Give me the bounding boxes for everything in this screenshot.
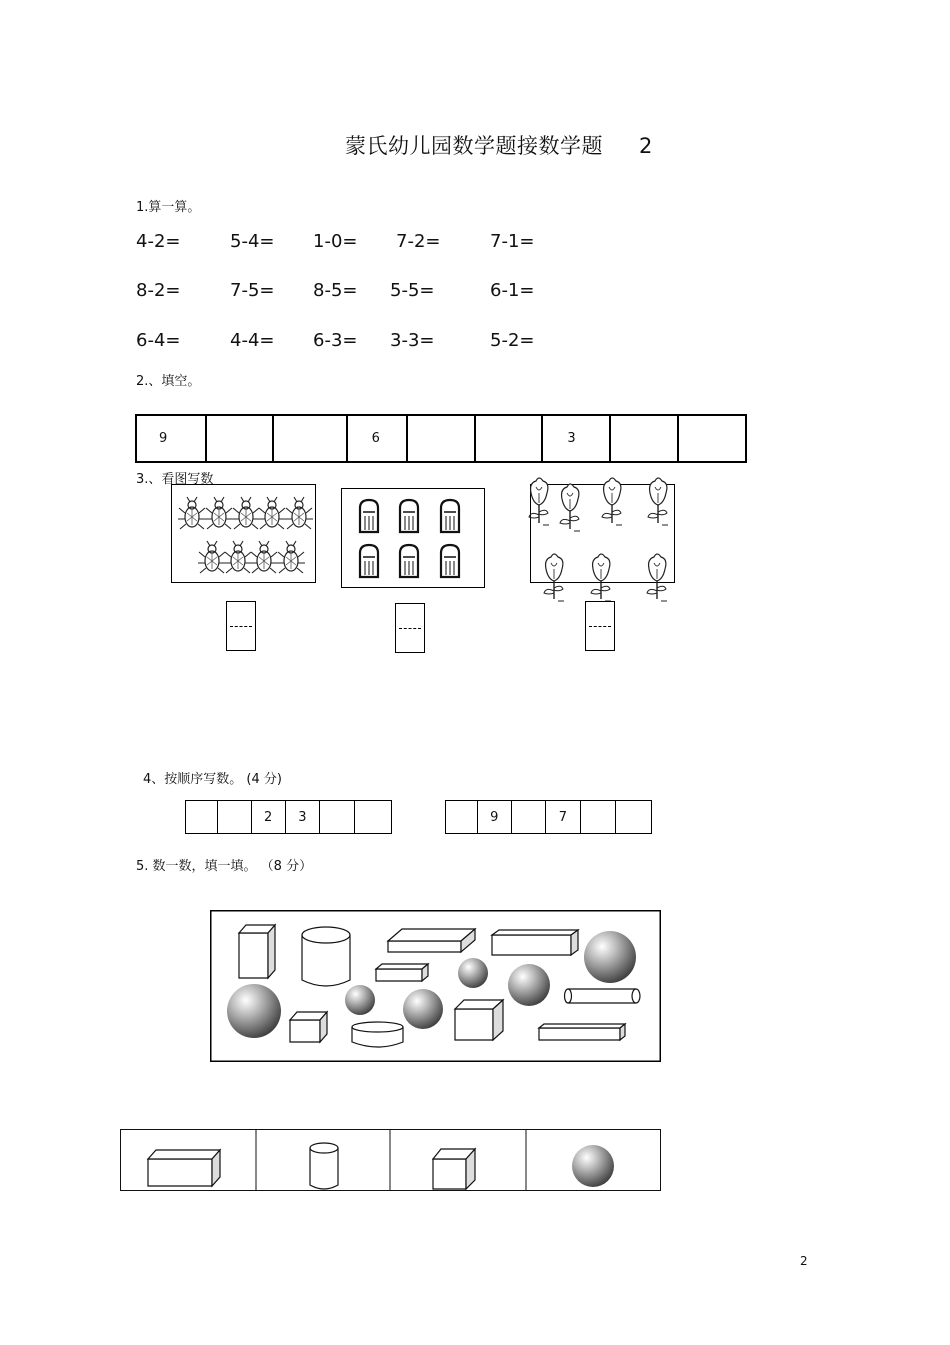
- grid-cell[interactable]: 6: [346, 416, 407, 461]
- sequence-cell[interactable]: [581, 801, 616, 833]
- equation: 8-2=: [136, 280, 181, 301]
- sequence-grid-left: [185, 800, 392, 834]
- answer-box[interactable]: [226, 601, 256, 651]
- section-2-heading: 2.、填空。: [136, 374, 201, 389]
- flower-icon: [526, 481, 686, 606]
- grid-cell[interactable]: [272, 416, 345, 461]
- sequence-grid-right: [445, 800, 652, 834]
- sequence-cell[interactable]: 2: [252, 801, 286, 833]
- grid-cell[interactable]: [205, 416, 273, 461]
- picture-insects: [171, 484, 316, 583]
- title-text: 蒙氏幼儿园数学题接数学题: [345, 134, 603, 158]
- shape-count-table: [120, 1129, 661, 1192]
- equation: 6-1=: [490, 280, 535, 301]
- equation: 6-4=: [136, 330, 181, 351]
- cylinder-icon: [310, 1143, 338, 1189]
- section-4-heading: 4、按顺序写数。 (4 分): [143, 772, 282, 787]
- sequence-cell[interactable]: [355, 801, 392, 833]
- sequence-cell[interactable]: 9: [478, 801, 512, 833]
- shapes-picture: [210, 910, 661, 1062]
- cuboid-icon: [148, 1150, 220, 1186]
- equation: 5-5=: [390, 280, 435, 301]
- shapes-illustration: [210, 910, 661, 1062]
- answer-box[interactable]: [395, 603, 425, 653]
- sequence-cell[interactable]: [446, 801, 478, 833]
- answer-box[interactable]: [585, 601, 615, 651]
- section-3-heading: 3.、看图写数: [136, 472, 214, 487]
- equation: 7-2=: [396, 231, 441, 252]
- equation: 8-5=: [313, 280, 358, 301]
- sequence-cell[interactable]: [320, 801, 355, 833]
- grid-cell[interactable]: [406, 416, 474, 461]
- grid-cell[interactable]: 3: [541, 416, 609, 461]
- cube-icon: [433, 1149, 475, 1189]
- sequence-cell[interactable]: [512, 801, 546, 833]
- picture-flowers: [530, 484, 675, 583]
- page-number: 2: [800, 1254, 808, 1268]
- equation: 4-4=: [230, 330, 275, 351]
- insect-icon: [172, 485, 314, 581]
- fill-number-grid: [135, 414, 747, 463]
- equation: 4-2=: [136, 231, 181, 252]
- sequence-cell[interactable]: [186, 801, 218, 833]
- title-number: 2: [639, 134, 653, 158]
- equation: 6-3=: [313, 330, 358, 351]
- equation: 1-0=: [313, 231, 358, 252]
- section-1-heading: 1.算一算。: [136, 200, 201, 215]
- picture-schoolbags: [341, 488, 485, 588]
- equation: 7-5=: [230, 280, 275, 301]
- equation: 3-3=: [390, 330, 435, 351]
- sequence-cell[interactable]: [616, 801, 652, 833]
- equation: 5-4=: [230, 231, 275, 252]
- section-5-heading: 5. 数一数，填一填。 （8 分）: [136, 859, 313, 874]
- shape-legend: [120, 1129, 661, 1192]
- sequence-cell[interactable]: 3: [286, 801, 321, 833]
- page-title: [345, 130, 653, 160]
- grid-cell[interactable]: [474, 416, 542, 461]
- equation: 5-2=: [490, 330, 535, 351]
- schoolbag-icon: [342, 489, 483, 586]
- grid-cell[interactable]: [677, 416, 745, 461]
- sphere-icon: [572, 1145, 614, 1187]
- sequence-cell[interactable]: 7: [546, 801, 582, 833]
- grid-cell[interactable]: [609, 416, 677, 461]
- equation: 7-1=: [490, 231, 535, 252]
- grid-cell[interactable]: 9: [159, 431, 168, 446]
- sequence-cell[interactable]: [218, 801, 252, 833]
